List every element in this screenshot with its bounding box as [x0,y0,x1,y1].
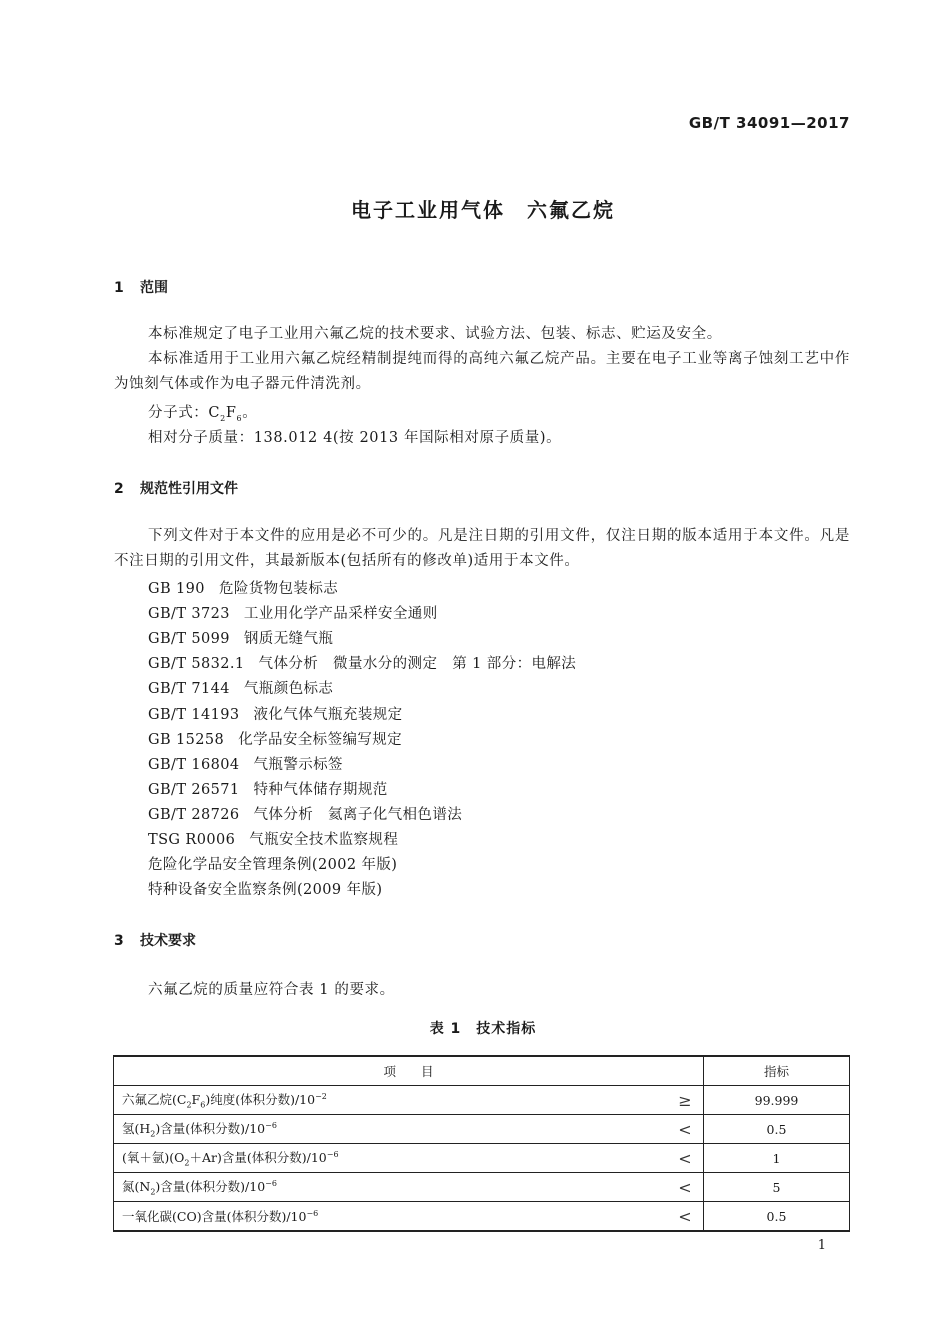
item-s2: 6 [200,1100,206,1110]
header-item: 项 目 [114,1056,704,1086]
section-number: 1 [114,280,124,296]
reference-title: 气瓶安全技术监察规程 [249,832,399,848]
reference-item [148,778,388,799]
reference-item [148,753,343,774]
reference-title: 气瓶警示标签 [253,756,343,773]
formula-end: 。 [242,405,258,421]
technical-spec-table [113,1055,850,1232]
reference-title: 危险货物包装标志 [218,581,339,597]
formula-f-sub: 6 [236,413,243,423]
operator-cell: < [667,1173,704,1202]
reference-code: GB/T 3723 [148,606,230,623]
section-2-heading [114,478,238,498]
table-row [114,1086,850,1115]
value-cell: 5 [704,1173,850,1202]
molecular-mass: 相对分子质量：138.012 4(按 2013 年国际相对原子质量)。 [148,430,562,446]
requirements-paragraph: 六氟乙烷的质量应符合表 1 的要求。 [148,982,395,998]
item-post: )纯度(体积分数)/10 [205,1092,316,1108]
reference-title: 气体分析 氦离子化气相色谱法 [253,806,463,823]
reference-code: GB/T 14193 [148,706,240,723]
value-cell: 99.999 [704,1086,850,1115]
item-pre: 氮(N [122,1179,151,1195]
reference-code: GB 190 [148,581,205,597]
item-exp: −2 [315,1092,327,1102]
reference-item [148,677,333,698]
item-pre: 氢(H [122,1121,151,1137]
reference-title: 液化气体气瓶充装规定 [253,706,403,723]
reference-code: GB/T 26571 [148,781,240,798]
scope-paragraph-2: 本标准适用于工业用六氟乙烷经精制提纯而得的高纯六氟乙烷产品。主要在电子工业等离子蚀刻工艺中作为蚀刻气体或作为电子器元件清洗剂。 [114,351,850,392]
item-s1: 2 [186,1100,192,1110]
formula-c: C [208,405,221,421]
table-row [114,1115,850,1144]
item-cell [114,1173,668,1202]
section-title: 规范性引用文件 [140,481,238,497]
item-s1: 2 [150,1187,156,1197]
reference-title: 气体分析 微量水分的测定 第 1 部分：电解法 [258,656,577,673]
table-header-row [114,1056,850,1086]
section-title: 技术要求 [140,933,196,949]
reference-code: GB/T 5832.1 [148,656,245,673]
item-mid: F [191,1092,201,1108]
item-exp: −6 [326,1150,339,1160]
reference-title: 工业用化学产品采样安全通则 [243,606,438,623]
header-value: 指标 [704,1056,850,1086]
reference-item [148,803,462,824]
item-cell [114,1115,668,1144]
document-title: 电子工业用气体 六氟乙烷 [351,198,615,222]
reference-item [148,728,402,749]
item-cell [114,1144,668,1173]
standard-code: GB/T 34091—2017 [688,114,850,132]
table-row [114,1202,850,1232]
reference-item [148,627,333,648]
reference-title: 化学品安全标签编写规定 [238,731,403,748]
value-cell: 0.5 [704,1202,850,1232]
reference-code: GB/T 7144 [148,681,230,698]
reference-code: TSG R0006 [148,832,236,848]
item-cell [114,1202,668,1232]
table-row [114,1173,850,1202]
item-mid: )含量(体积分数)/10 [155,1179,266,1195]
operator-cell: < [667,1202,704,1232]
table-caption: 表 1 技术指标 [429,1021,537,1037]
item-mid: )含量(体积分数)/10 [155,1121,266,1137]
formula-label: 分子式： [148,405,209,421]
page-number: 1 [817,1238,826,1253]
item-pre: (氧＋氩)(O [122,1150,185,1166]
reference-title: 气瓶颜色标志 [243,681,334,698]
reference-item [148,577,338,598]
reference-code: GB/T 16804 [148,756,240,773]
item-cell [114,1086,668,1115]
formula-f: F [225,405,237,421]
operator-cell: < [667,1144,704,1173]
references-intro: 下列文件对于本文件的应用是必不可少的。凡是注日期的引用文件，仅注日期的版本适用于本文件。凡是不注日期的引用文件，其最新版本(包括所有的修改单)适用于本文件。 [114,528,850,569]
item-exp: −6 [306,1208,319,1218]
operator-cell: < [667,1115,704,1144]
value-cell: 0.5 [704,1115,850,1144]
item-pre: 一氧化碳(CO)含量(体积分数)/10 [122,1209,307,1224]
formula-c-sub: 2 [220,413,226,423]
scope-paragraph-1: 本标准规定了电子工业用六氟乙烷的技术要求、试验方法、包装、标志、贮运及安全。 [148,326,722,342]
reference-item [148,602,438,623]
item-exp: −6 [265,1179,277,1189]
section-1-heading [114,277,168,297]
reference-title: 钢质无缝气瓶 [243,631,334,648]
molecular-formula [148,401,257,423]
item-pre: 六氟乙烷(C [122,1092,187,1108]
item-s1: 2 [150,1129,156,1139]
reference-code: GB/T 28726 [148,806,240,823]
reference-item [148,652,576,673]
operator-cell: ≥ [667,1086,704,1115]
item-exp: −6 [265,1121,277,1131]
reference-title: 特种气体储存期规范 [253,781,388,798]
item-mid: ＋Ar)含量(体积分数)/10 [189,1150,327,1166]
reference-code: GB 15258 [148,731,225,748]
value-cell: 1 [704,1144,850,1173]
reference-title: 危险化学品安全管理条例(2002 年版) [148,857,398,874]
reference-item [148,828,398,849]
item-s1: 2 [184,1158,190,1168]
reference-item [148,703,403,724]
section-3-heading [114,930,196,950]
reference-item [148,878,382,899]
reference-code: GB/T 5099 [148,631,230,648]
reference-title: 特种设备安全监察条例(2009 年版) [148,882,383,899]
section-title: 范围 [140,280,168,296]
table-row [114,1144,850,1173]
section-number: 2 [114,481,124,497]
section-number: 3 [114,933,124,949]
reference-item [148,853,397,874]
